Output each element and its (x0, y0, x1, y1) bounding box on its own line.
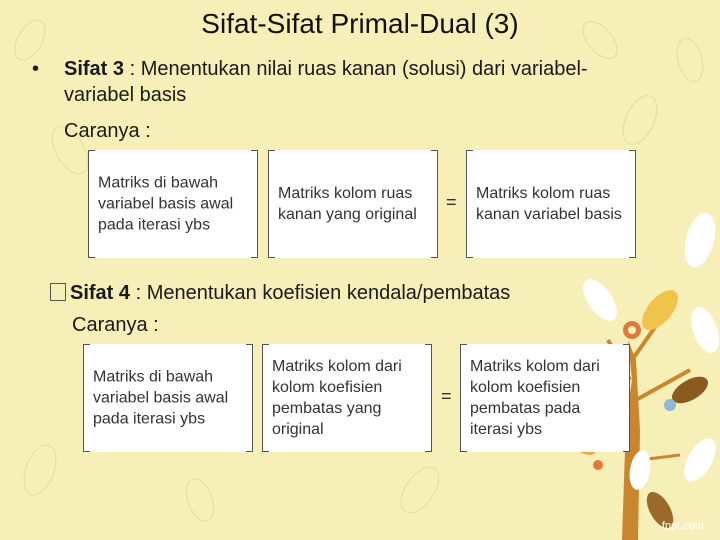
matrix-text: Matriks di bawah variabel basis awal pada iterasi ybs (93, 368, 229, 428)
bullet-label: Sifat 4 (70, 282, 131, 304)
matrix-basis-box-1 (88, 150, 258, 258)
equals-sign-1: = (446, 192, 457, 212)
matrix-rhs-basis-box (466, 150, 636, 258)
matrix-coef-iteration-box (460, 344, 630, 452)
matrix-text: Matriks kolom ruas kanan variabel basis (476, 185, 622, 223)
bullet-label: Sifat 3 (64, 58, 125, 80)
bullet-marker: • (32, 58, 40, 80)
bullet-text: : Menentukan koefisien kendala/pembatas (130, 282, 511, 304)
matrix-text: Matriks di bawah variabel basis awal pada iterasi ybs (98, 174, 234, 234)
watermark: fppt.com (661, 520, 704, 532)
caranya-label-2: Caranya : (72, 314, 159, 336)
matrix-rhs-original-box (268, 150, 438, 258)
checkbox-icon (50, 283, 66, 301)
caranya-label-1: Caranya : (64, 120, 151, 142)
bullet-sifat-3 (32, 56, 632, 108)
matrix-coef-original-box (262, 344, 432, 452)
matrix-text: Matriks kolom ruas kanan yang original (278, 185, 417, 223)
equals-sign-2: = (441, 386, 452, 406)
matrix-basis-box-2 (83, 344, 253, 452)
matrix-text: Matriks kolom dari kolom koefisien pembatas yang original (272, 358, 402, 438)
bullet-sifat-4 (50, 280, 510, 306)
matrix-text: Matriks kolom dari kolom koefisien pembatas pada iterasi ybs (470, 358, 600, 438)
slide-title: Sifat-Sifat Primal-Dual (3) (201, 8, 519, 39)
bullet-text: : Menentukan nilai ruas kanan (solusi) dari variabel-variabel basis (64, 58, 588, 106)
